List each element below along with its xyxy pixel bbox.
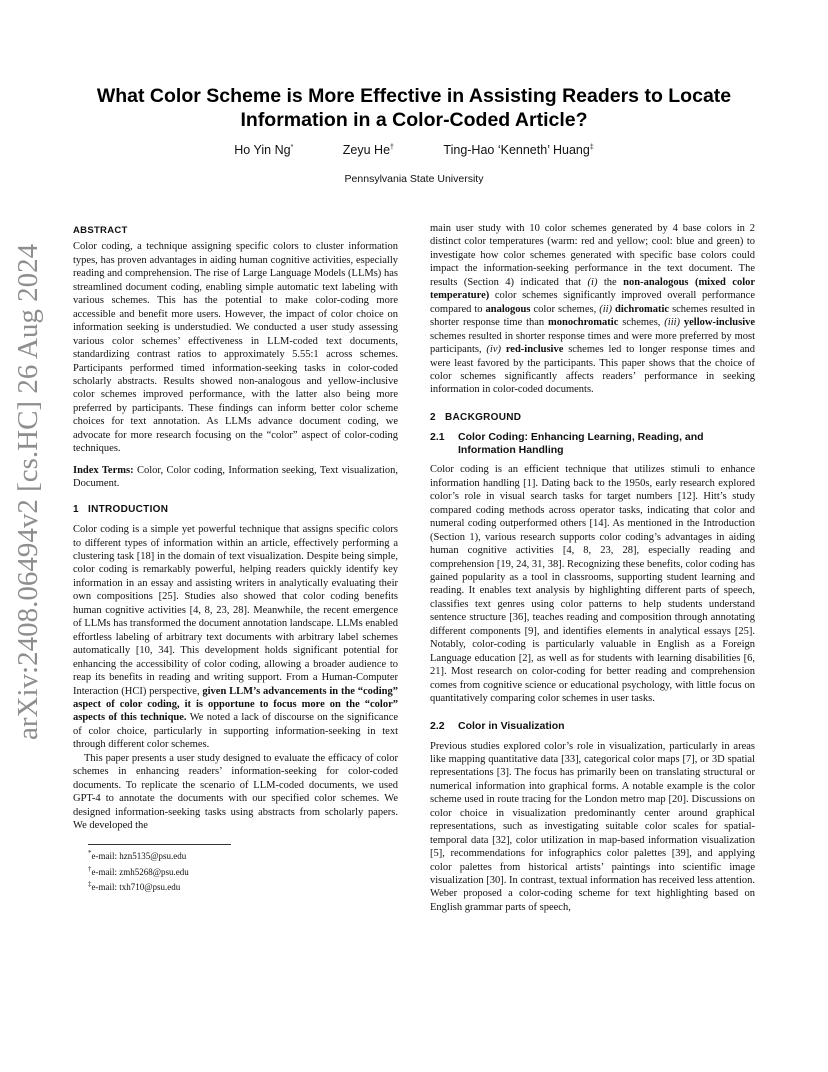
section-2-2-body: Previous studies explored color’s role in visualization, particularly in areas like mapping quantitative data [33], categorical color maps [7], or 3D spatial representations [3]. The focus has primarily been on translating structural or numerical information into graphical forms. A notable example is the color scheme used in route tracing for the London metro map [20]. Discussions on color choice in visualization predominantly center around graphical representations, such as investigating suitable color scales for spatial-temporal data [32], color utilization in map-based information visualization [5], recommendations for infographics color palettes [39], and applying color palettes from historical artists’ paintings into scientific image visualization [30]. In contrast, textual information has received less attention. Weber proposed a color-coding scheme for text highlighting based on English grammar parts of speech, bbox=[430, 740, 755, 913]
author-name: Ho Yin Ng bbox=[234, 143, 291, 157]
footnote-text: e-mail: hzn5135@psu.edu bbox=[91, 851, 187, 862]
section-title: INTRODUCTION bbox=[88, 503, 169, 515]
affiliation: Pennsylvania State University bbox=[344, 173, 484, 185]
intro-p1-emphasis: given LLM’s advancements in the “coding” aspect of color coding, it is opportune to focus more on the “color” aspects of this technique. bbox=[73, 685, 398, 724]
footnote-rule bbox=[88, 844, 231, 845]
footnote-mark: ‡ bbox=[88, 880, 92, 889]
left-column bbox=[73, 224, 398, 894]
finding-emphasis: red-inclusive bbox=[505, 344, 564, 356]
list-marker: (iv) bbox=[486, 344, 501, 356]
author bbox=[443, 143, 593, 157]
footnote bbox=[73, 847, 398, 863]
index-terms-label: Index Terms: bbox=[73, 464, 134, 476]
subsection-title: Color Coding: Enhancing Learning, Reading, and Information Handling bbox=[458, 431, 704, 457]
intro-text: color schemes, bbox=[533, 303, 597, 315]
list-marker: (iii) bbox=[664, 317, 681, 329]
footnote-mark: † bbox=[88, 864, 92, 873]
intro-text: color schemes significantly improved overall performance compared to bbox=[430, 290, 756, 315]
finding-emphasis: non-analogous (mixed color temperature) bbox=[430, 276, 756, 302]
footnote-text: e-mail: txh710@psu.edu bbox=[91, 882, 181, 893]
index-terms-text: Color, Color coding, Information seeking, Text visualization, Document. bbox=[73, 464, 398, 490]
index-terms bbox=[73, 464, 398, 491]
intro-text: schemes resulted in shorter response time than bbox=[430, 303, 756, 329]
intro-text: the bbox=[603, 276, 617, 288]
intro-text: main user study with 10 color schemes generated by 4 base colors in 2 distinct color temperatures (warm: red and yellow; cool: blue and green) to investigate how color schemes generated with specific base colors could impact the information-seeking performance in the text document. The results (Section 4) indicated that bbox=[430, 223, 755, 288]
intro-paragraph-2-continued bbox=[430, 222, 755, 397]
section-2-1-body: Color coding is an efficient technique that utilizes stimuli to enhance information handling [1]. Dating back to the 1950s, early research explored color’s role in visual search tasks for target numbers [12]. Hitt’s study compared coding methods across operator tasks, indicating that color and numeral coding outperformed others [14]. As mentioned in the Introduction (Section 1), various research supports color coding’s advantages in aiding human cognitive activities [4, 8, 23, 28], especially reading and comprehension [19, 24, 31, 38]. Recognizing these benefits, color coding has gained popularity as a tool in classrooms, supporting student learning and reading. It enables text analysis by highlighting different parts of speech, classifies text genres using color patterns to help students understand sentence structure [36], teaches reading and composition through annotating different components [9], and identifies elements in analytical essays [25]. Notably, color-coding is particularly valuable in English as a Foreign Language education [2], as well as for students with learning disabilities [6, 21]. Most research on color-coding for better reading and comprehension comes from cognitive science or educational psychology, with little focus on quantitatively comparing color schemes in user tasks. bbox=[430, 464, 755, 705]
subsection-number: 2.1 bbox=[430, 431, 445, 444]
footnote bbox=[73, 863, 398, 879]
section-number: 1 bbox=[73, 503, 79, 515]
list-marker: (i) bbox=[587, 276, 598, 288]
finding-emphasis: monochromatic bbox=[548, 317, 619, 329]
footnote-mark: * bbox=[88, 849, 92, 858]
intro-text: schemes, bbox=[622, 317, 661, 329]
author-list bbox=[70, 143, 758, 157]
subsection-heading-2-1 bbox=[430, 431, 755, 457]
intro-paragraph-2: This paper presents a user study designed to evaluate the efficacy of color schemes in enhancing readers’ information-seeking for color-coded documents. To replicate the scenario of LLM-coded documents, we used GPT-4 to annotate the documents with our specified color schemes. We designed information-seeking tasks using abstracts from scholarly papers. We developed the bbox=[73, 752, 398, 832]
abstract-heading: ABSTRACT bbox=[73, 225, 128, 236]
intro-p1-text-cont: We noted a lack of discourse on the significance of color choice, particularly in supporting information-seeking in text through different color schemes. bbox=[73, 712, 399, 751]
author-mark: † bbox=[390, 143, 394, 151]
subsection-number: 2.2 bbox=[430, 719, 445, 732]
subsection-heading-2-2 bbox=[430, 720, 755, 733]
section-number: 2 bbox=[430, 411, 436, 423]
author-name: Zeyu He bbox=[342, 143, 391, 157]
author-mark: * bbox=[290, 143, 294, 151]
section-title: BACKGROUND bbox=[445, 411, 522, 423]
author bbox=[343, 143, 394, 157]
footnote-text: e-mail: zmh5268@psu.edu bbox=[91, 866, 189, 877]
right-column bbox=[430, 222, 755, 914]
section-heading-introduction bbox=[73, 503, 398, 516]
intro-text: schemes led to longer response times and were least favored by the participants. This paper shows that the choice of color schemes significantly affects readers’ performance in seeking information in color-coded documents. bbox=[430, 344, 756, 396]
subsection-title: Color in Visualization bbox=[458, 719, 565, 732]
intro-p1-text: Color coding is a simple yet powerful technique that assigns specific colors to different types of information within an article, effectively performing a clustering task [18] in the domain of text visualization. Despite being simple, color coding is remarkably powerful, helping readers quickly identify key information in an essay and assisting writers in analytically evaluating their own compositions [25]. Studies also showed that color coding benefits human cognitive activities [4, 8, 23, 28]. Meanwhile, the recent emergence of LLMs has transformed the document annotation landscape. LLMs enabled effortless labeling of arbitrary text documents with arbitrary label schemes automatically [10, 34]. This development holds significant potential for enhancing the accessibility of color coding, allowing a broader audience to reap its benefits in reading and writing support. From a Human-Computer Interaction (HCI) perspective, bbox=[73, 524, 398, 697]
section-heading-background bbox=[430, 411, 755, 424]
list-marker: (ii) bbox=[599, 303, 613, 315]
author bbox=[234, 143, 293, 157]
abstract-body: Color coding, a technique assigning specific colors to cluster information types, has proven advantages in aiding human cognitive activities, especially reading and comprehension. The rise of Large Language Models (LLMs) has streamlined document coding, enabling simple automatic text labeling with various schemes. This has the potential to make color-coding more accessible and benefit more users. However, the impact of color choice on information seeking is understudied. We conducted a user study assessing various color schemes’ effectiveness in LLM-coded text documents, standardizing contrast ratios to approximately 5.55:1 across schemes. Participants performed timed information-seeking tasks in color-coded scholarly abstracts. Results showed non-analogous and yellow-inclusive color schemes improved performance, with the latter also being more preferred by participants. These findings can inform better color scheme choices for text annotation. As LLMs advance document coding, we advocate for more research focusing on the “color” aspect of color-coding techniques. bbox=[73, 241, 398, 455]
intro-text: schemes resulted in shorter response times and were more preferred by most participants, bbox=[430, 330, 755, 356]
paper-title: What Color Scheme is More Effective in Assisting Readers to Locate Information in a Color-Coded Article? bbox=[96, 85, 732, 131]
footnote bbox=[73, 878, 398, 894]
finding-emphasis: analogous bbox=[485, 303, 531, 315]
arxiv-identifier: arXiv:2408.06494v2 [cs.HC] 26 Aug 2024 bbox=[12, 243, 44, 740]
finding-emphasis: yellow-inclusive bbox=[683, 317, 756, 329]
author-name: Ting-Hao ‘Kenneth’ Huang bbox=[443, 143, 590, 157]
author-mark: ‡ bbox=[589, 143, 594, 151]
intro-paragraph-1 bbox=[73, 523, 398, 752]
finding-emphasis: dichromatic bbox=[615, 303, 670, 315]
